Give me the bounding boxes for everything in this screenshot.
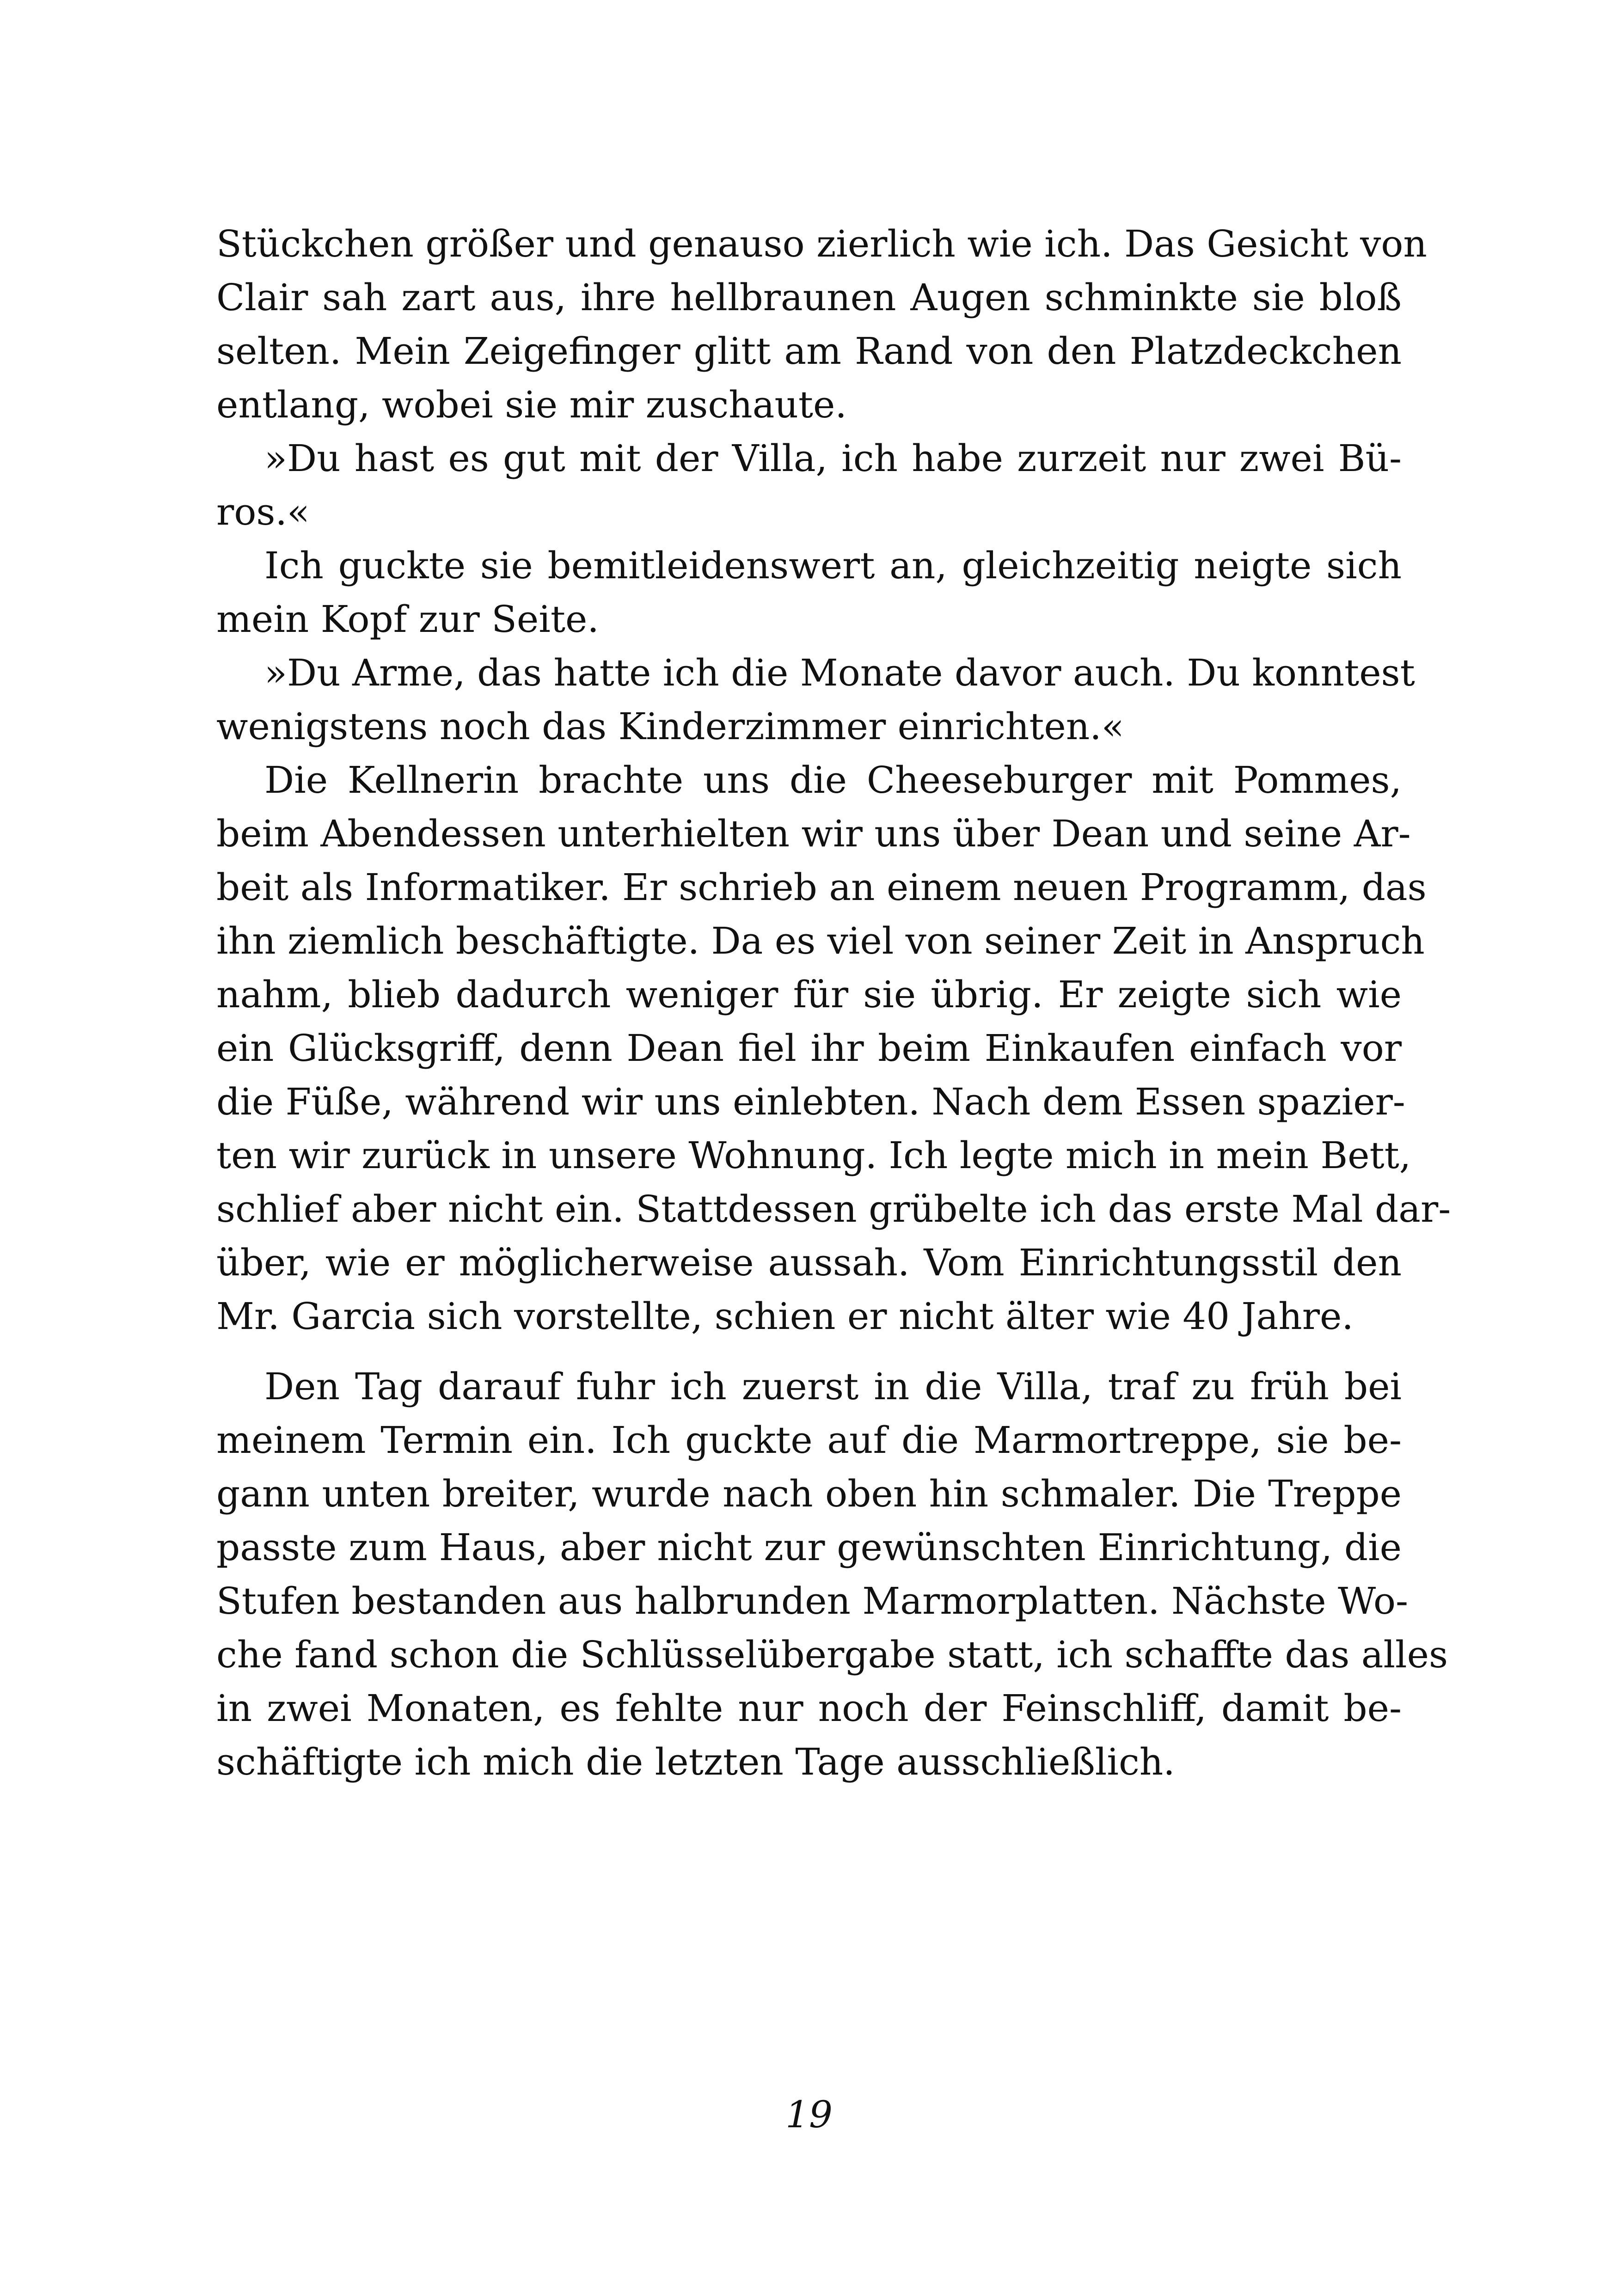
text-line: die Füße, während wir uns einlebten. Nach dem Essen spazier-: [216, 1080, 1405, 1123]
text-line: selten. Mein Zeigefinger glitt am Rand von den Platzdeckchen: [216, 330, 1402, 373]
text-line: »Du hast es gut mit der Villa, ich habe zurzeit nur zwei Bü-: [264, 437, 1402, 480]
text-line: »Du Arme, das hatte ich die Monate davor auch. Du konntest: [264, 651, 1415, 694]
text-line: wenigstens noch das Kinderzimmer einrichten.«: [216, 705, 1124, 748]
text-line: Die Kellnerin brachte uns die Cheeseburger mit Pommes,: [264, 759, 1402, 802]
text-line: beit als Informatiker. Er schrieb an einem neuen Programm, das: [216, 866, 1427, 909]
text-line: ihn ziemlich beschäftigte. Da es viel von seiner Zeit in Anspruch: [216, 919, 1425, 962]
text-line: gann unten breiter, wurde nach oben hin schmaler. Die Treppe: [216, 1472, 1402, 1515]
text-line: Mr. Garcia sich vorstellte, schien er nicht älter wie 40 Jahre.: [216, 1295, 1354, 1338]
text-line: meinem Termin ein. Ich guckte auf die Marmortreppe, sie be-: [216, 1419, 1402, 1462]
page-number: 19: [785, 2093, 833, 2136]
text-line: Ich guckte sie bemitleidenswert an, gleichzeitig neigte sich: [264, 544, 1402, 587]
text-line: entlang, wobei sie mir zuschaute.: [216, 383, 847, 426]
text-line: ein Glücksgriff, denn Dean fiel ihr beim Einkaufen einfach vor: [216, 1027, 1402, 1070]
page-body: [216, 217, 1451, 1789]
text-line: ten wir zurück in unsere Wohnung. Ich legte mich in mein Bett,: [216, 1134, 1411, 1177]
text-line: schlief aber nicht ein. Stattdessen grübelte ich das erste Mal dar-: [216, 1188, 1451, 1231]
text-line: in zwei Monaten, es fehlte nur noch der Feinschliff, damit be-: [216, 1687, 1402, 1730]
text-line: Stückchen größer und genauso zierlich wie ich. Das Gesicht von: [216, 222, 1427, 265]
text-line: che fand schon die Schlüsselübergabe statt, ich schaffte das alles: [216, 1633, 1448, 1676]
text-line: passte zum Haus, aber nicht zur gewünschten Einrichtung, die: [216, 1526, 1402, 1569]
text-line: ros.«: [216, 490, 310, 533]
text-line: Clair sah zart aus, ihre hellbraunen Augen schminkte sie bloß: [216, 276, 1402, 319]
text-line: Den Tag darauf fuhr ich zuerst in die Villa, traf zu früh bei: [264, 1365, 1402, 1408]
text-line: beim Abendessen unterhielten wir uns über Dean und seine Ar-: [216, 812, 1411, 855]
text-line: nahm, blieb dadurch weniger für sie übrig. Er zeigte sich wie: [216, 973, 1402, 1016]
text-line: Stufen bestanden aus halbrunden Marmorplatten. Nächste Wo-: [216, 1580, 1409, 1623]
text-line: über, wie er möglicherweise aussah. Vom Einrichtungsstil den: [216, 1241, 1402, 1284]
text-line: schäftigte ich mich die letzten Tage ausschließlich.: [216, 1740, 1175, 1783]
text-line: mein Kopf zur Seite.: [216, 598, 599, 641]
